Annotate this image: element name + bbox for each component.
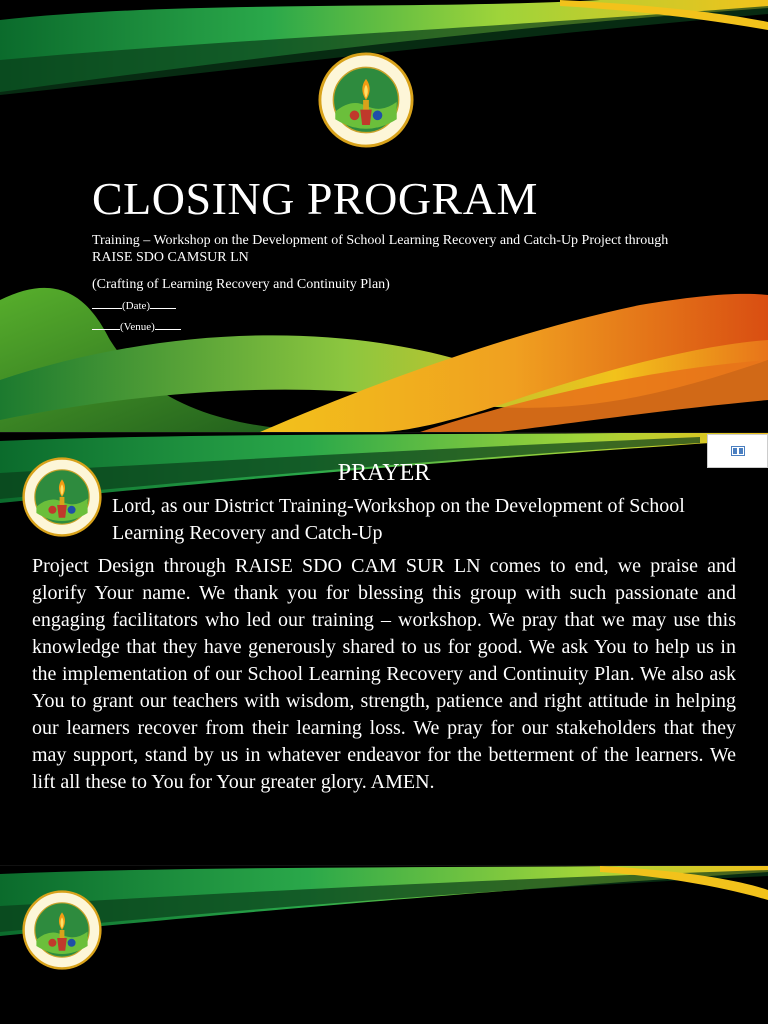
slide-next [0,866,768,1024]
slide-prayer [0,433,768,865]
venue-line [92,321,181,334]
school-division-seal-logo [22,890,102,970]
decorative-swoosh-background [0,866,768,1024]
venue-label: (Venue) [120,321,155,333]
prayer-heading: PRAYER [337,460,431,486]
program-subtitle: Training – Workshop on the Development of School Learning Recovery and Catch-Up Project through RAISE SDO CAMSUR LN [92,233,669,265]
slide-closing-program [0,0,768,432]
film-icon [731,446,745,456]
school-division-seal-logo [318,52,414,148]
prayer-body-text: Project Design through RAISE SDO CAM SUR LN comes to end, we praise and glorify Your name. We thank you for blessing this group with such passionate and engaging facilitators who led our training – workshop. We pray that we may use this knowledge that they have generously shared to us for good. We ask You to help us in the implementation of our School Learning Recovery and Continuity Plan. We also ask You to grant our teachers with wisdom, strength, patience and right attitude in helping our learners recover from their learning loss. We pray for our stakeholders that they may support, stand by us in whatever endeavor for the betterment of the learners. We lift all these to You for Your greater glory. AMEN. [32,555,736,793]
date-line [92,300,176,313]
program-subtitle-plan: (Crafting of Learning Recovery and Continuity Plan) [92,277,390,292]
page-title: CLOSING PROGRAM [92,173,538,224]
date-label: (Date) [122,300,151,312]
prayer-intro-text: Lord, as our District Training-Workshop on the Development of School Learning Recovery and Catch-Up [112,495,685,544]
